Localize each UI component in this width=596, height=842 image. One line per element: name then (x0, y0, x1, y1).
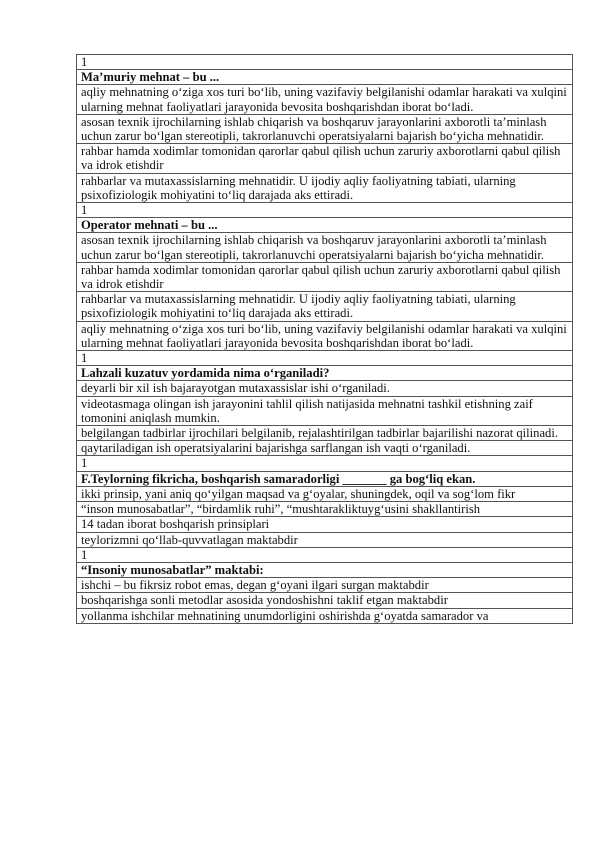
answer-option-row (77, 502, 573, 517)
question-title: Operator mehnati – bu ... (77, 218, 573, 233)
answer-option-row (77, 321, 573, 350)
question-number: 1 (77, 351, 573, 366)
answer-option: rahbarlar va mutaxassislarning mehnatidir. U ijodiy aqliy faoliyatning tabiati, ularning psixofiziologik mohiyatini to‘liq darajada aks ettiradi. (77, 173, 573, 202)
question-row (77, 471, 573, 486)
answer-option: ikki prinsip, yani aniq qo‘yilgan maqsad va g‘oyalar, shuningdek, oqil va sog‘lom fikr (77, 486, 573, 501)
answer-option-row (77, 85, 573, 114)
question-number: 1 (77, 55, 573, 70)
answer-option-row (77, 144, 573, 173)
answer-option-row (77, 532, 573, 547)
answer-option: boshqarishga sonli metodlar asosida yondoshishni taklif etgan maktabdir (77, 593, 573, 608)
question-row (77, 366, 573, 381)
question-title: Lahzali kuzatuv yordamida nima o‘rganiladi? (77, 366, 573, 381)
answer-option-row (77, 233, 573, 262)
answer-option: teylorizmni qo‘llab-quvvatlagan maktabdir (77, 532, 573, 547)
answer-option: 14 tadan iborat boshqarish prinsiplari (77, 517, 573, 532)
answer-option-row (77, 396, 573, 425)
answer-option-row (77, 578, 573, 593)
answer-option: aqliy mehnatning o‘ziga xos turi bo‘lib, uning vazifaviy belgilanishi odamlar harakati va xulqini ularning mehnat faoliyatlari jarayonida bevosita boshqarishdan iborat bo‘ladi. (77, 321, 573, 350)
question-number: 1 (77, 456, 573, 471)
answer-option: asosan texnik ijrochilarning ishlab chiqarish va boshqaruv jarayonlarini axborotli ta’minlash uchun zarur bo‘lgan stereotipli, takrorlanuvchi operatsiyalarni bajarish bo‘yicha mehnatidir. (77, 233, 573, 262)
answer-option: ishchi – bu fikrsiz robot emas, degan g‘oyani ilgari surgan maktabdir (77, 578, 573, 593)
answer-option-row (77, 608, 573, 623)
answer-option-row (77, 593, 573, 608)
answer-option: “inson munosabatlar”, “birdamlik ruhi”, “mushtarakliktuyg‘usini shakllantirish (77, 502, 573, 517)
question-title: Ma’muriy mehnat – bu ... (77, 70, 573, 85)
answer-option-row (77, 173, 573, 202)
question-title: “Insoniy munosabatlar” maktabi: (77, 562, 573, 577)
answer-option: rahbar hamda xodimlar tomonidan qarorlar qabul qilish uchun zaruriy axborotlarni qabul qilish va idrok etishdir (77, 262, 573, 291)
answer-option: belgilangan tadbirlar ijrochilari belgilanib, rejalashtirilgan tadbirlar bajarilishi nazorat qilinadi. (77, 426, 573, 441)
question-row (77, 70, 573, 85)
answer-option: qaytariladigan ish operatsiyalarini bajarishga sarflangan ish vaqti o‘rganiladi. (77, 441, 573, 456)
question-number-row (77, 55, 573, 70)
answer-option-row (77, 114, 573, 143)
question-number: 1 (77, 547, 573, 562)
answer-option: deyarli bir xil ish bajarayotgan mutaxassislar ishi o‘rganiladi. (77, 381, 573, 396)
answer-option-row (77, 486, 573, 501)
answer-option: rahbarlar va mutaxassislarning mehnatidir. U ijodiy aqliy faoliyatning tabiati, ularning psixofiziologik mohiyatini to‘liq darajada aks ettiradi. (77, 292, 573, 321)
answer-option-row (77, 262, 573, 291)
answer-option-row (77, 292, 573, 321)
question-table (76, 54, 573, 624)
question-row (77, 562, 573, 577)
question-number: 1 (77, 203, 573, 218)
question-number-row (77, 351, 573, 366)
answer-option: videotasmaga olingan ish jarayonini tahlil qilish natijasida mehnatni tashkil etishning zaif tomonini aniqlash mumkin. (77, 396, 573, 425)
answer-option-row (77, 441, 573, 456)
answer-option: yollanma ishchilar mehnatining unumdorligini oshirishda g‘oyatda samarador va (77, 608, 573, 623)
answer-option-row (77, 517, 573, 532)
answer-option-row (77, 426, 573, 441)
answer-option: asosan texnik ijrochilarning ishlab chiqarish va boshqaruv jarayonlarini axborotli ta’minlash uchun zarur bo‘lgan stereotipli, takrorlanuvchi operatsiyalarni bajarish bo‘yicha mehnatidir. (77, 114, 573, 143)
answer-option: rahbar hamda xodimlar tomonidan qarorlar qabul qilish uchun zaruriy axborotlarni qabul qilish va idrok etishdir (77, 144, 573, 173)
question-row (77, 218, 573, 233)
question-number-row (77, 456, 573, 471)
question-number-row (77, 547, 573, 562)
question-title: F.Teylorning fikricha, boshqarish samaradorligi _______ ga bog‘liq ekan. (77, 471, 573, 486)
answer-option: aqliy mehnatning o‘ziga xos turi bo‘lib, uning vazifaviy belgilanishi odamlar harakati va xulqini ularning mehnat faoliyatlari jarayonida bevosita boshqarishdan iborat bo‘ladi. (77, 85, 573, 114)
question-number-row (77, 203, 573, 218)
answer-option-row (77, 381, 573, 396)
